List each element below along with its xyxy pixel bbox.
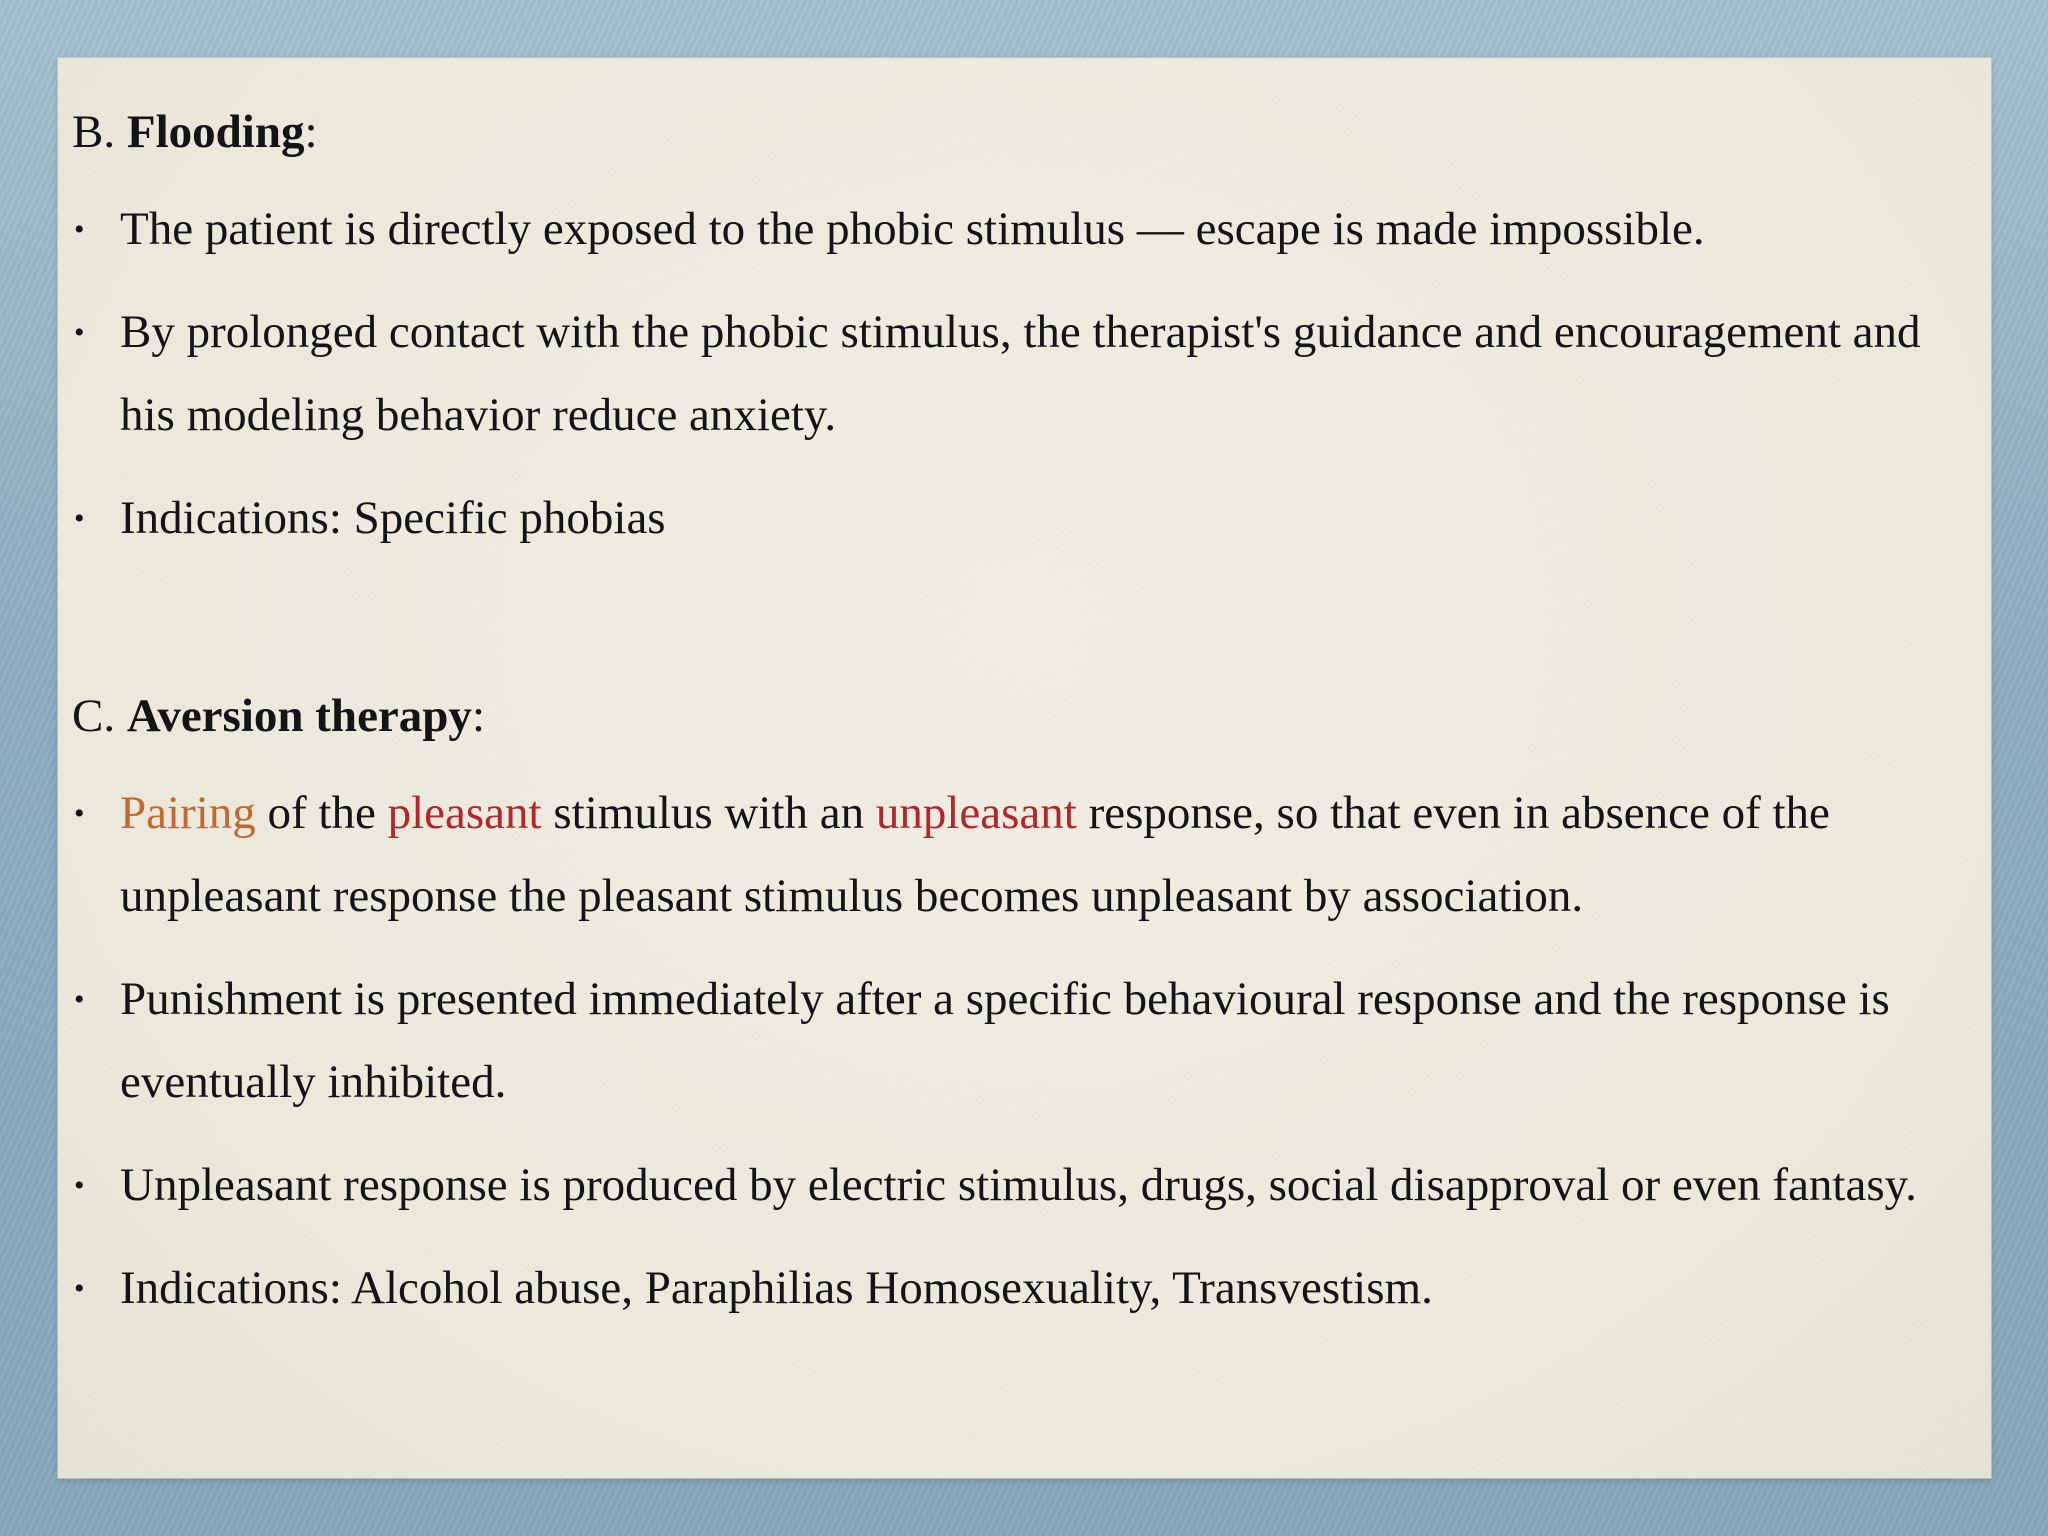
- bullet-text: Punishment is presented immediately after a specific behavioural response and the response is eventually inhibited.: [120, 973, 1890, 1108]
- highlight-pleasant: pleasant: [387, 787, 542, 839]
- bullet-dot: •: [74, 502, 85, 535]
- bullet-dot: •: [74, 213, 85, 246]
- section-b-colon: :: [304, 106, 318, 158]
- section-c-bullets: [72, 772, 1972, 1330]
- list-item: [72, 1247, 1972, 1330]
- bullet-text: By prolonged contact with the phobic stimulus, the therapist's guidance and encouragement and his modeling behavior reduce anxiety.: [120, 306, 1921, 441]
- section-b-letter: B.: [72, 106, 116, 158]
- bullet-text: The patient is directly exposed to the phobic stimulus — escape is made impossible.: [120, 203, 1705, 255]
- section-b-heading: [72, 96, 1972, 168]
- list-item: [72, 1144, 1972, 1227]
- list-item: [72, 958, 1972, 1124]
- bullet-dot: •: [74, 1169, 85, 1202]
- bullet-dot: •: [74, 797, 85, 830]
- section-gap: [72, 560, 1972, 680]
- list-item: [72, 477, 1972, 560]
- section-b-title: Flooding: [126, 106, 305, 158]
- highlight-unpleasant: unpleasant: [875, 787, 1077, 839]
- section-c-colon: :: [471, 690, 485, 742]
- section-c-letter: C.: [72, 690, 116, 742]
- section-b-bullets: [72, 188, 1972, 560]
- bullet-dot: •: [74, 983, 85, 1016]
- list-item: [72, 772, 1972, 938]
- bullet-dot: •: [74, 1272, 85, 1305]
- bullet-text-part: of the: [255, 787, 388, 839]
- bullet-dot: •: [74, 316, 85, 349]
- list-item: [72, 188, 1972, 271]
- bullet-text: Indications: Alcohol abuse, Paraphilias Homosexuality, Transvestism.: [120, 1262, 1433, 1314]
- section-c-title: Aversion therapy: [126, 690, 472, 742]
- bullet-text-part: response, so that even in absence of the unpleasant response the pleasant stimulus becomes unpleasant by association.: [120, 787, 1830, 922]
- bullet-text-part: stimulus with an: [541, 787, 876, 839]
- list-item: [72, 291, 1972, 457]
- slide-content: [72, 96, 1972, 1330]
- bullet-text: Unpleasant response is produced by electric stimulus, drugs, social disapproval or even fantasy.: [120, 1159, 1917, 1211]
- section-c-heading: [72, 680, 1972, 752]
- bullet-text: Indications: Specific phobias: [120, 492, 666, 544]
- highlight-pairing: Pairing: [120, 787, 256, 839]
